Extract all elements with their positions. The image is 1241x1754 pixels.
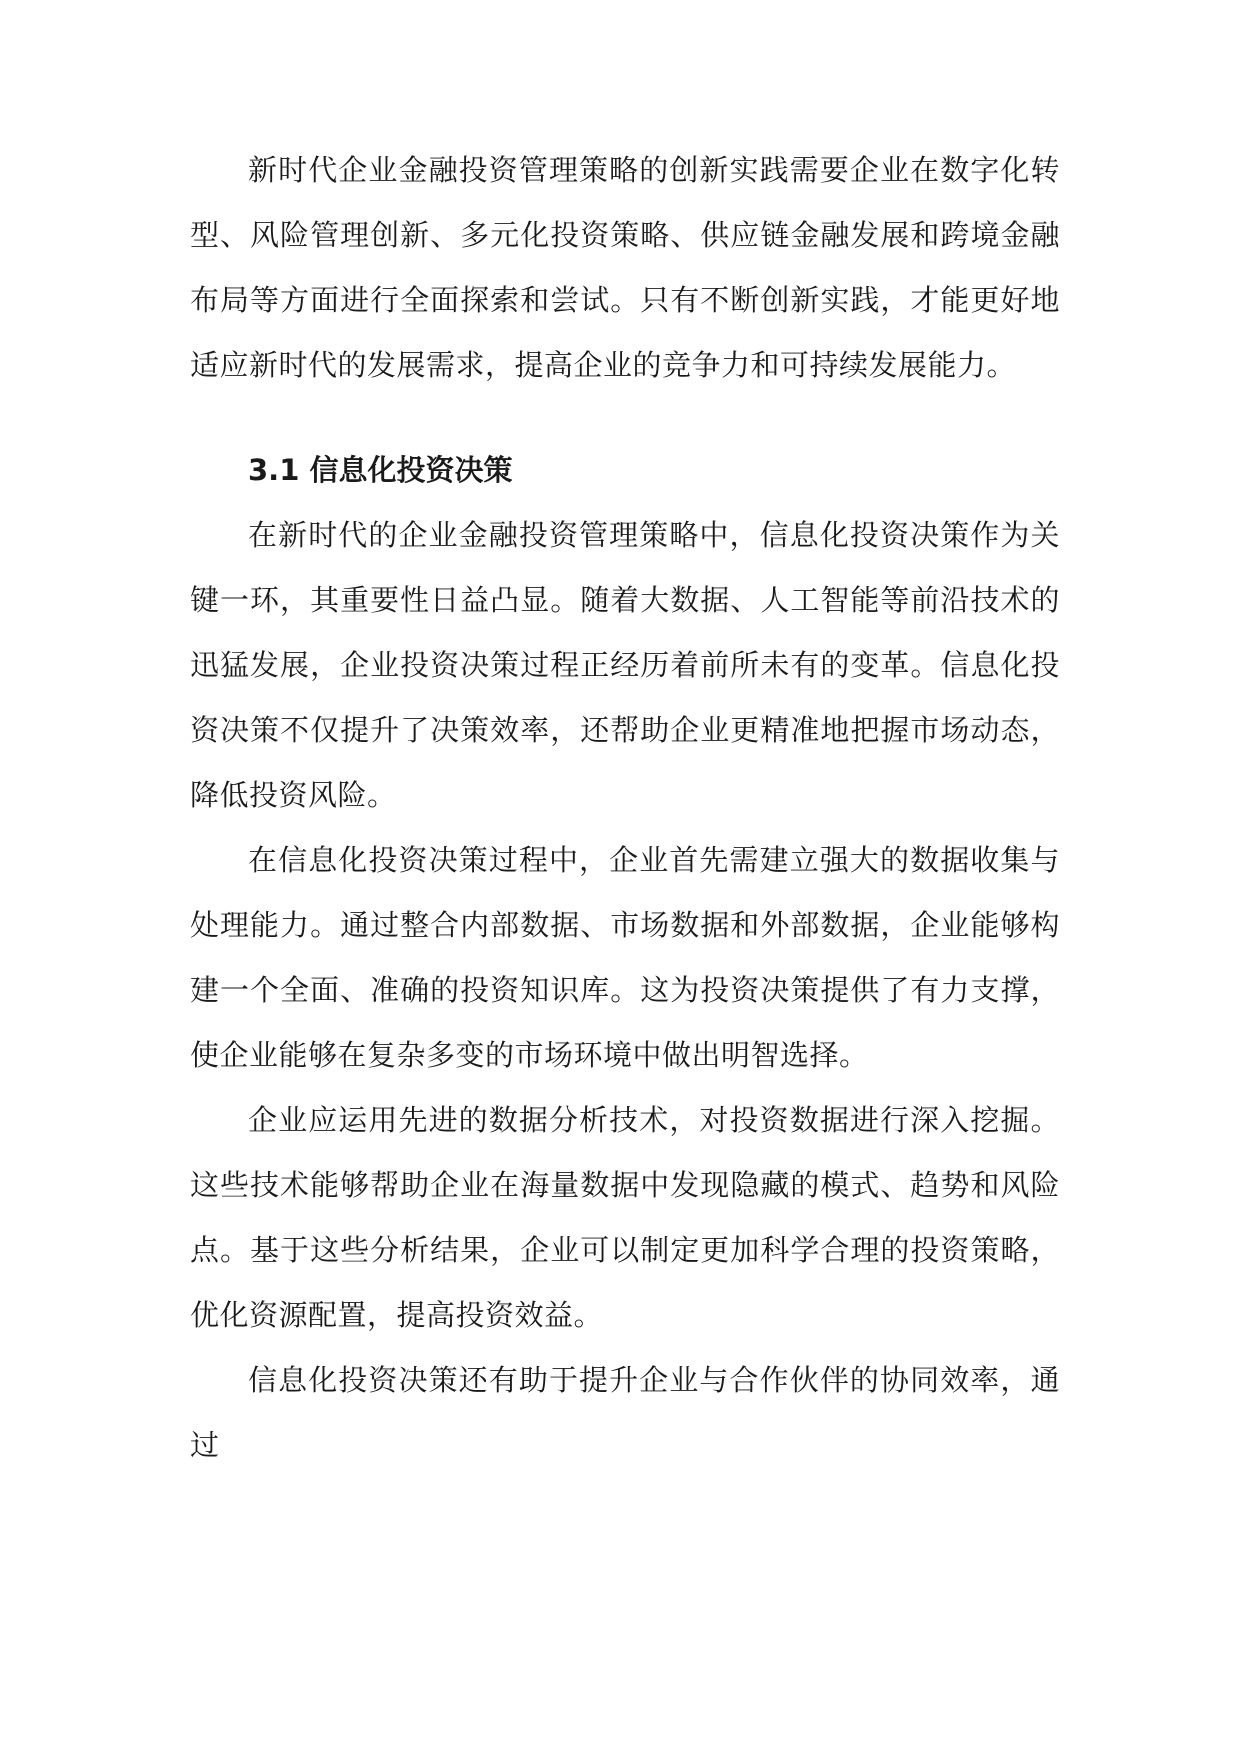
- intro-paragraph: 新时代企业金融投资管理策略的创新实践需要企业在数字化转型、风险管理创新、多元化投资策略、供应链金融发展和跨境金融布局等方面进行全面探索和尝试。只有不断创新实践，才能更好地适应新时代的发展需求，提高企业的竞争力和可持续发展能力。: [190, 153, 1060, 382]
- section-heading: 3.1 信息化投资决策: [248, 453, 513, 487]
- body-paragraph: 企业应运用先进的数据分析技术，对投资数据进行深入挖掘。这些技术能够帮助企业在海量数据中发现隐藏的模式、趋势和风险点。基于这些分析结果，企业可以制定更加科学合理的投资策略，优化资源配置，提高投资效益。: [190, 1103, 1060, 1332]
- body-paragraph: 在新时代的企业金融投资管理策略中，信息化投资决策作为关键一环，其重要性日益凸显。随着大数据、人工智能等前沿技术的迅猛发展，企业投资决策过程正经历着前所未有的变革。信息化投资决策不仅提升了决策效率，还帮助企业更精准地把握市场动态，降低投资风险。: [190, 518, 1060, 812]
- document-body: [190, 138, 1060, 1478]
- body-paragraph: 在信息化投资决策过程中，企业首先需建立强大的数据收集与处理能力。通过整合内部数据、市场数据和外部数据，企业能够构建一个全面、准确的投资知识库。这为投资决策提供了有力支撑，使企业能够在复杂多变的市场环境中做出明智选择。: [190, 843, 1060, 1072]
- body-paragraph: 信息化投资决策还有助于提升企业与合作伙伴的协同效率，通过: [190, 1363, 1060, 1462]
